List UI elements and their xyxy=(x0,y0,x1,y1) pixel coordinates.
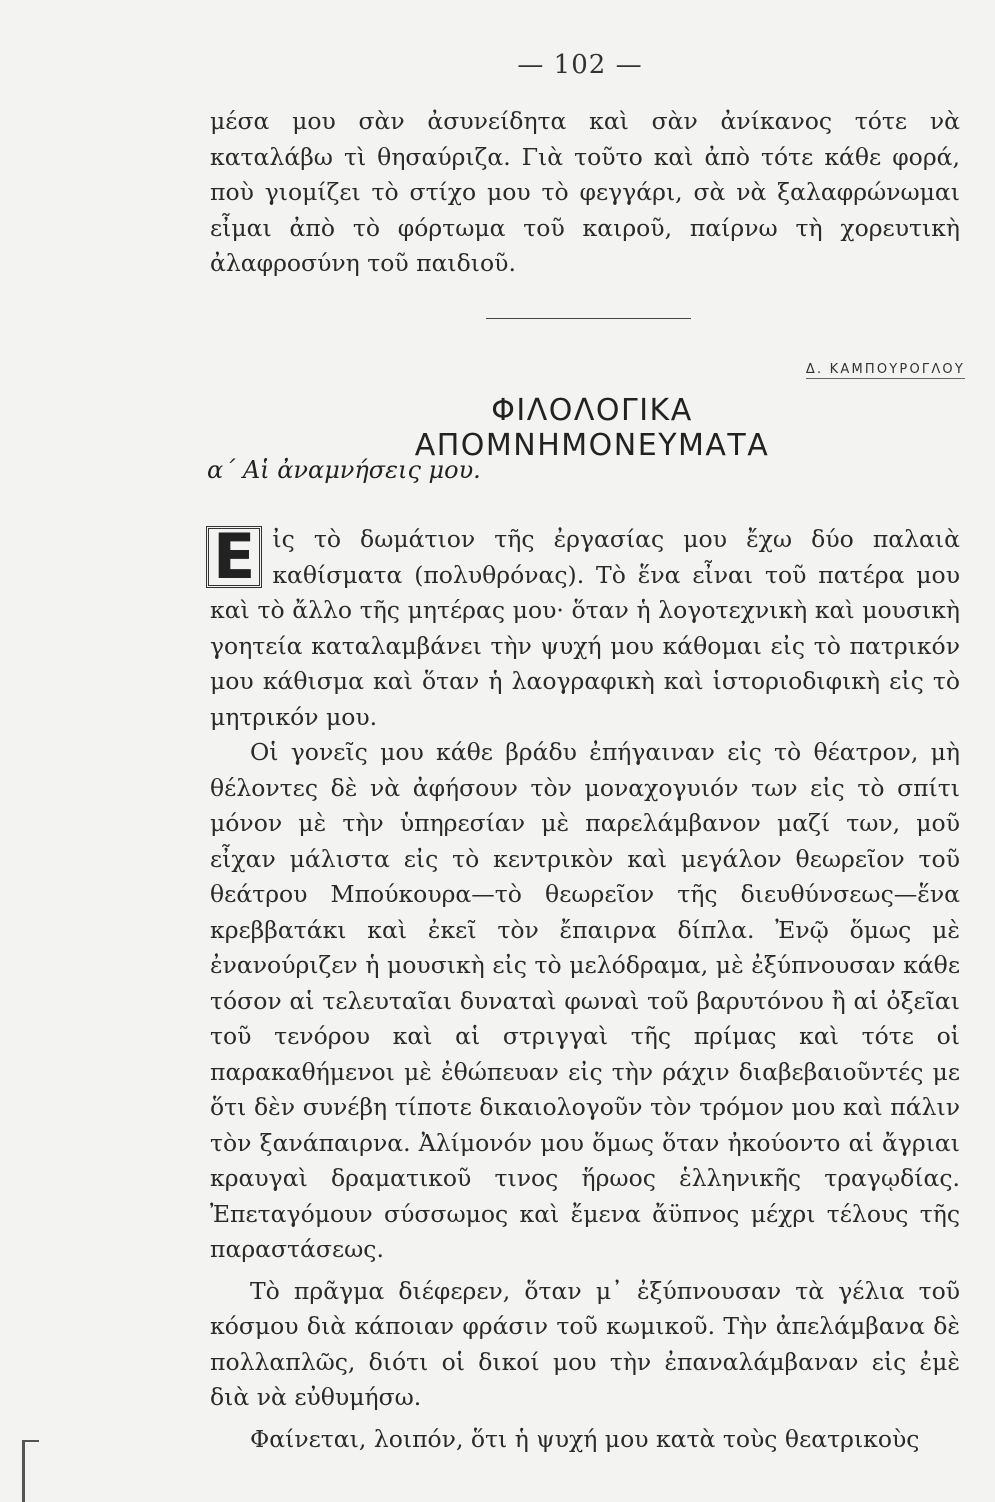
page-number: — 102 — xyxy=(517,50,643,80)
author-name: Δ. ΚΑΜΠΟΥΡΟΓΛΟΥ xyxy=(805,362,965,377)
paragraph-text: μέσα μου σὰν ἀσυνείδητα καὶ σὰν ἀνίκανος τότε νὰ καταλάβω τὶ θησαύριζα. Γιὰ τοῦτο καὶ ἀπὸ τότε κάθε φορά, ποὺ γιομίζει τὸ στίχο μου τὸ φεγγάρι, σὰ νὰ ξαλαφρώνωμαι εἶμαι ἀπὸ τὸ φόρτωμα τοῦ καιροῦ, παίρνω τὴ χορευτικὴ ἀλαφροσύνη τοῦ παιδιοῦ. xyxy=(210,107,960,277)
first-paragraph xyxy=(210,522,960,735)
binding-edge-mark xyxy=(22,1440,39,1502)
paragraph: Φαίνεται, λοιπόν, ὅτι ἡ ψυχή μου κατὰ τοὺς θεατρικοὺς xyxy=(250,1424,920,1453)
paragraph: Τὸ πρᾶγμα διέφερεν, ὅταν μ᾿ ἐξύπνουσαν τὰ γέλια τοῦ κόσμου διὰ κάποιαν φράσιν τοῦ κωμικοῦ. Τὴν ἀπελάμβανα δὲ πολλαπλῶς, διότι οἱ δικοί μου τὴν ἐπαναλάμβαναν εἰς ἐμὲ διὰ νὰ εὐθυμήσω. xyxy=(210,1276,960,1411)
paragraph: Οἱ γονεῖς μου κάθε βράδυ ἐπήγαιναν εἰς τὸ θέατρον, μὴ θέλοντες δὲ νὰ ἀφήσουν τὸν μοναχογυιόν των εἰς τὸ σπίτι μόνον μὲ τὴν ὑπηρεσίαν μὲ παρελάμβανον μαζί των, μοῦ εἶχαν μάλιστα εἰς τὸ κεντρικὸν καὶ μεγάλον θεωρεῖον τοῦ θεάτρου Μπούκουρα—τὸ θεωρεῖον τῆς διευθύνσεως—ἕνα κρεββατάκι καὶ ἐκεῖ τὸν ἔπαιρνα δίπλα. Ἐνῷ ὅμως μὲ ἐνανούριζεν ἡ μουσικὴ εἰς τὸ μελόδραμα, μὲ ἐξύπνουσαν κάθε τόσον αἱ τελευταῖαι δυναταὶ φωναὶ τοῦ βαρυτόνου ἢ αἱ ὀξεῖαι τοῦ τενόρου καὶ αἱ στριγγαὶ τῆς πρίμας καὶ τότε οἱ παρακαθήμενοι μὲ ἐθώπευαν εἰς τὴν ράχιν διαβεβαιοῦντές με ὅτι δὲν συνέβη τίποτε δικαιολογοῦν τὸν τρόμον μου καὶ πάλιν τὸν ξανάπαιρνα. Ἀλίμονόν μου ὅμως ὅταν ἠκούοντο αἱ ἄγριαι κραυγαὶ δραματικοῦ τινος ἥρωος ἑλληνικῆς τραγῳδίας. Ἐπεταγόμουν σύσσωμος καὶ ἔμενα ἄϋπνος μέχρι τέλους τῆς παραστάσεως. xyxy=(210,738,960,1263)
chapter-subtitle: α΄ Αἱ ἀναμνήσεις μου. xyxy=(207,456,481,484)
continued-paragraph xyxy=(210,104,960,282)
article-body xyxy=(210,522,960,1457)
section-divider xyxy=(486,318,691,319)
section-title: ΦΙΛΟΛΟΓΙΚΑ ΑΠΟΜΝΗΜΟΝΕΥΜΑΤΑ xyxy=(414,393,770,463)
drop-cap-letter: Ε xyxy=(206,526,262,588)
first-paragraph-text: ἰς τὸ δωμάτιον τῆς ἐργασίας μου ἔχω δύο παλαιὰ καθίσματα (πολυθρόνας). Τὸ ἕνα εἶναι τοῦ πατέρα μου καὶ τὸ ἄλλο τῆς μητέρας μου· ὅταν ἡ λογοτεχνικὴ καὶ μουσικὴ γοητεία καταλαμβάνει τὴν ψυχή μου κάθομαι εἰς τὸ πατρικόν μου κάθισμα καὶ ὅταν ἡ λαογραφικὴ καὶ ἱστοριοδιφικὴ εἰς τὸ μητρικόν μου. xyxy=(210,525,960,731)
